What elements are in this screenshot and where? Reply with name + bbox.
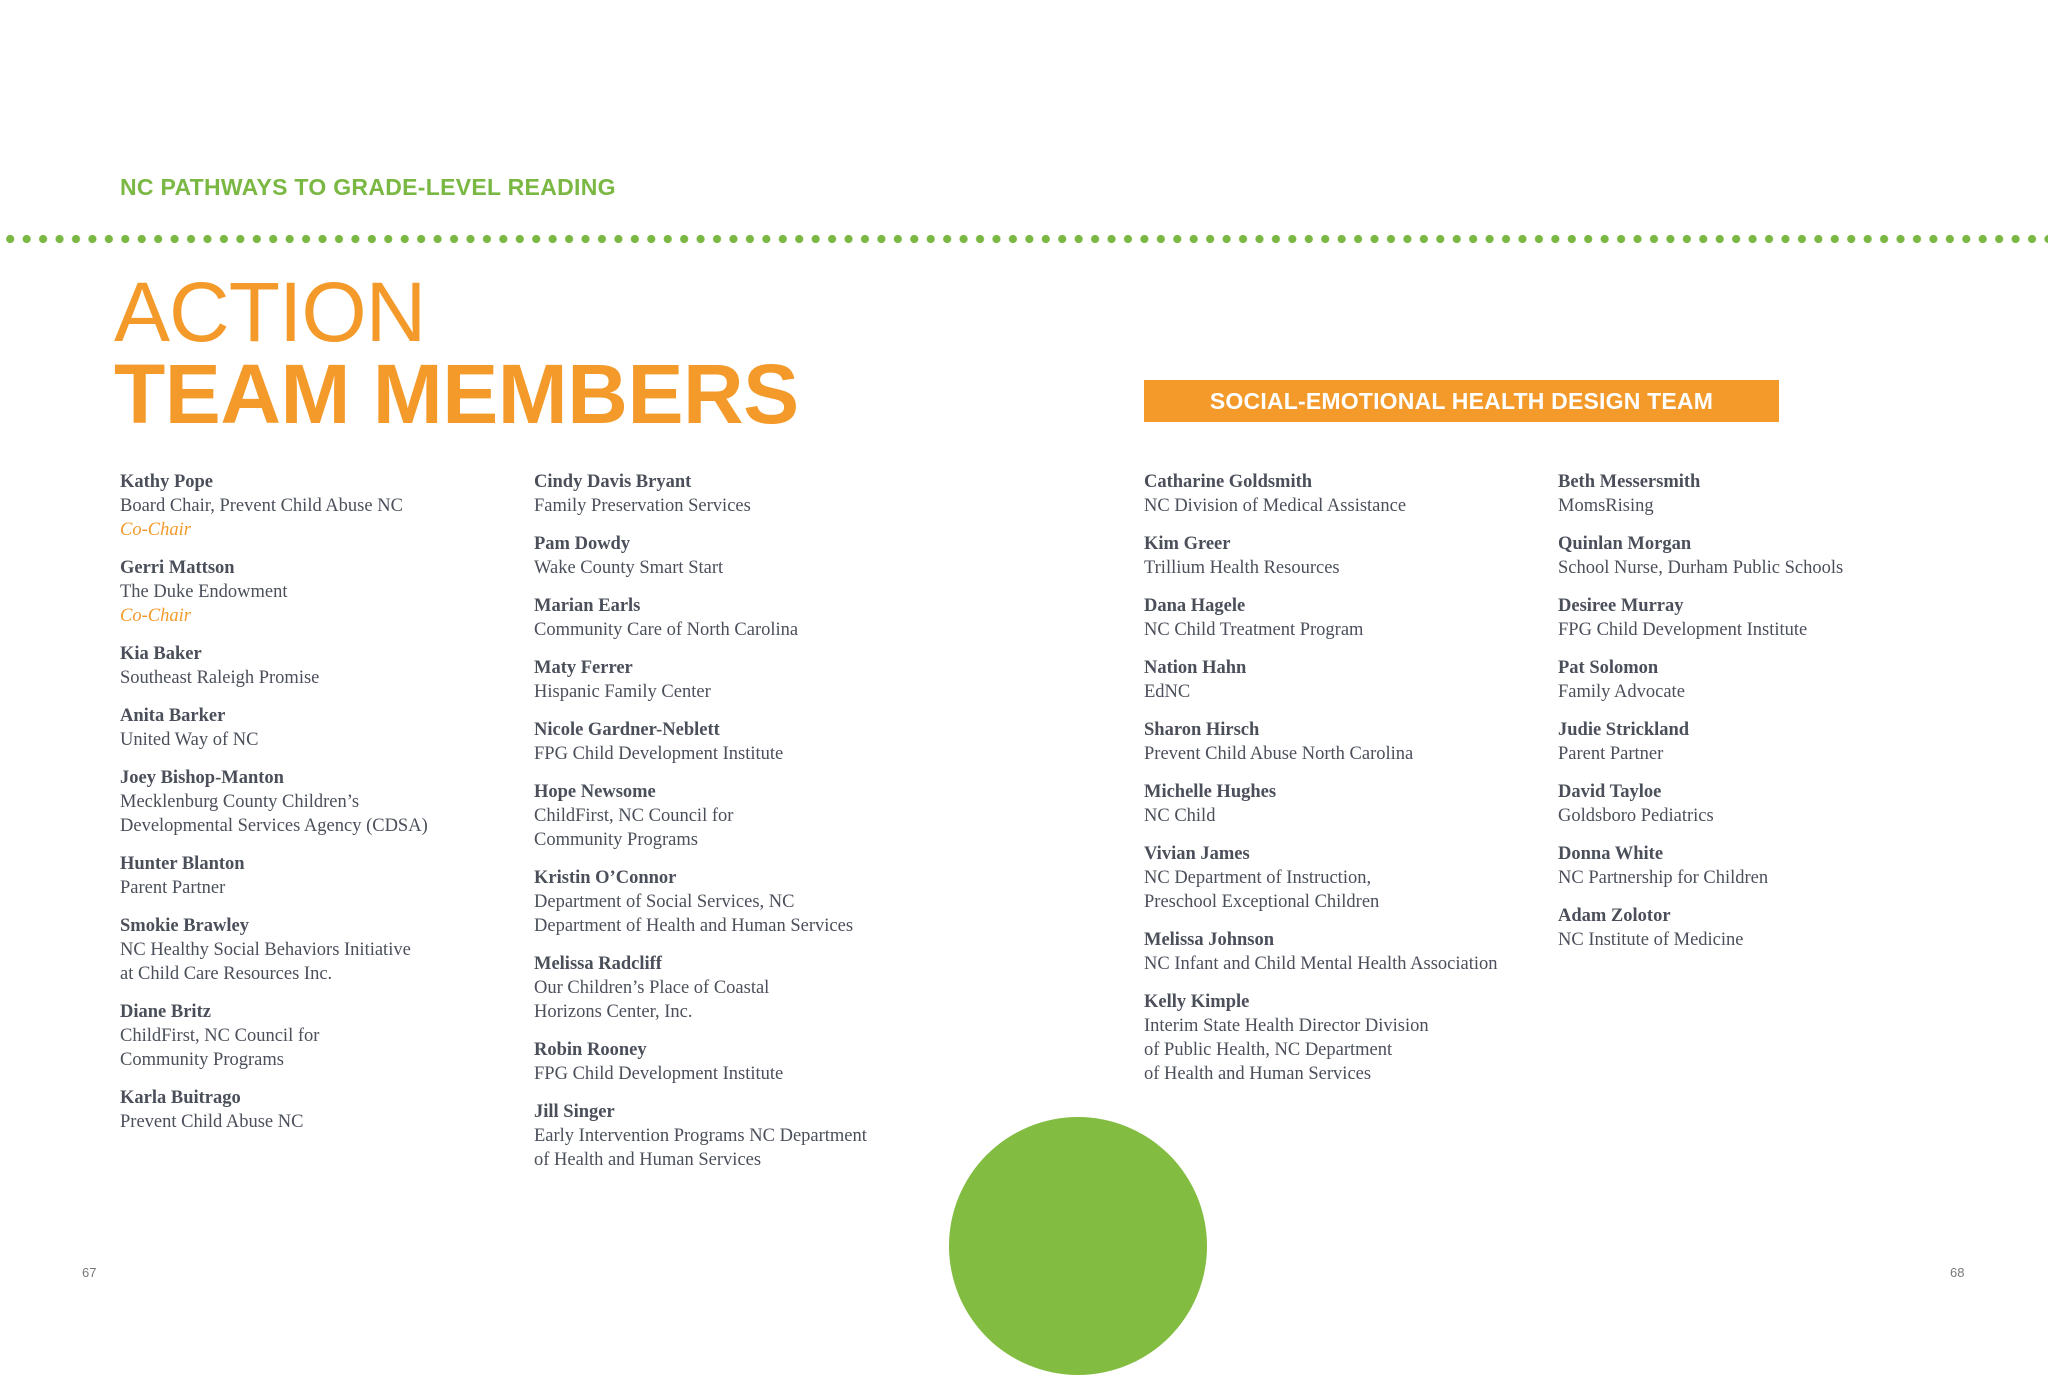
member-entry bbox=[534, 1100, 914, 1172]
member-name: Kim Greer bbox=[1144, 534, 1231, 554]
member-entry bbox=[1144, 594, 1524, 642]
member-affiliation: MomsRising bbox=[1558, 496, 1654, 516]
decorative-green-circle bbox=[949, 1117, 1207, 1375]
member-name: Catharine Goldsmith bbox=[1144, 472, 1313, 492]
member-entry bbox=[1558, 904, 1938, 952]
member-affiliation: at Child Care Resources Inc. bbox=[120, 964, 333, 984]
member-affiliation: Parent Partner bbox=[120, 878, 226, 898]
member-entry bbox=[534, 594, 914, 642]
member-affiliation: United Way of NC bbox=[120, 730, 259, 750]
member-entry bbox=[1144, 780, 1524, 828]
member-name: Dana Hagele bbox=[1144, 596, 1246, 616]
member-affiliation: Community Care of North Carolina bbox=[534, 620, 799, 640]
member-column-4 bbox=[1558, 470, 1938, 966]
member-affiliation: Parent Partner bbox=[1558, 744, 1664, 764]
member-name: Kia Baker bbox=[120, 644, 202, 664]
member-affiliation: Prevent Child Abuse NC bbox=[120, 1112, 304, 1132]
member-affiliation: NC Child Treatment Program bbox=[1144, 620, 1364, 640]
member-name: David Tayloe bbox=[1558, 782, 1662, 802]
member-entry bbox=[1558, 470, 1938, 518]
member-entry bbox=[1558, 594, 1938, 642]
section-eyebrow: NC PATHWAYS TO GRADE-LEVEL READING bbox=[120, 174, 616, 200]
member-affiliation: Department of Health and Human Services bbox=[534, 916, 854, 936]
member-entry bbox=[120, 642, 500, 690]
member-entry bbox=[1144, 990, 1524, 1086]
member-name: Michelle Hughes bbox=[1144, 782, 1277, 802]
member-affiliation: Wake County Smart Start bbox=[534, 558, 724, 578]
member-name: Kelly Kimple bbox=[1144, 992, 1250, 1012]
member-affiliation: The Duke Endowment bbox=[120, 582, 288, 602]
member-affiliation: Prevent Child Abuse North Carolina bbox=[1144, 744, 1414, 764]
member-entry bbox=[1144, 532, 1524, 580]
member-name: Robin Rooney bbox=[534, 1040, 647, 1060]
member-name: Smokie Brawley bbox=[120, 916, 249, 936]
member-entry bbox=[1144, 928, 1524, 976]
member-name: Jill Singer bbox=[534, 1102, 615, 1122]
member-affiliation: Early Intervention Programs NC Department bbox=[534, 1126, 867, 1146]
member-affiliation: FPG Child Development Institute bbox=[534, 1064, 784, 1084]
member-affiliation: ChildFirst, NC Council for bbox=[120, 1026, 320, 1046]
member-name: Adam Zolotor bbox=[1558, 906, 1671, 926]
member-name: Cindy Davis Bryant bbox=[534, 472, 692, 492]
member-affiliation: of Health and Human Services bbox=[534, 1150, 762, 1170]
member-entry bbox=[534, 718, 914, 766]
member-name: Maty Ferrer bbox=[534, 658, 633, 678]
member-entry bbox=[1558, 656, 1938, 704]
member-name: Sharon Hirsch bbox=[1144, 720, 1260, 740]
member-entry bbox=[120, 766, 500, 838]
member-name: Judie Strickland bbox=[1558, 720, 1690, 740]
member-affiliation: NC Division of Medical Assistance bbox=[1144, 496, 1407, 516]
member-name: Nicole Gardner-Neblett bbox=[534, 720, 720, 740]
member-entry bbox=[534, 780, 914, 852]
member-column-2 bbox=[534, 470, 914, 1186]
member-affiliation: NC Healthy Social Behaviors Initiative bbox=[120, 940, 411, 960]
member-name: Joey Bishop-Manton bbox=[120, 768, 284, 788]
member-affiliation: NC Infant and Child Mental Health Association bbox=[1144, 954, 1498, 974]
member-affiliation: FPG Child Development Institute bbox=[534, 744, 784, 764]
member-name: Desiree Murray bbox=[1558, 596, 1684, 616]
member-name: Pam Dowdy bbox=[534, 534, 631, 554]
member-affiliation: of Health and Human Services bbox=[1144, 1064, 1372, 1084]
member-entry bbox=[1558, 532, 1938, 580]
member-name: Anita Barker bbox=[120, 706, 226, 726]
member-name: Kristin O’Connor bbox=[534, 868, 677, 888]
member-entry bbox=[1144, 842, 1524, 914]
member-affiliation: Preschool Exceptional Children bbox=[1144, 892, 1380, 912]
member-affiliation: NC Child bbox=[1144, 806, 1216, 826]
member-entry bbox=[1144, 718, 1524, 766]
member-entry bbox=[1144, 656, 1524, 704]
member-affiliation: ChildFirst, NC Council for bbox=[534, 806, 734, 826]
member-column-3 bbox=[1144, 470, 1524, 1100]
member-entry bbox=[1558, 842, 1938, 890]
member-name: Hope Newsome bbox=[534, 782, 656, 802]
member-affiliation: of Public Health, NC Department bbox=[1144, 1040, 1393, 1060]
member-name: Donna White bbox=[1558, 844, 1664, 864]
member-affiliation: FPG Child Development Institute bbox=[1558, 620, 1808, 640]
member-affiliation: Mecklenburg County Children’s bbox=[120, 792, 360, 812]
member-entry bbox=[534, 470, 914, 518]
member-name: Beth Messersmith bbox=[1558, 472, 1701, 492]
member-entry bbox=[120, 556, 500, 628]
member-affiliation: Trillium Health Resources bbox=[1144, 558, 1340, 578]
member-affiliation: Horizons Center, Inc. bbox=[534, 1002, 693, 1022]
member-affiliation: Community Programs bbox=[120, 1050, 284, 1070]
member-affiliation: Our Children’s Place of Coastal bbox=[534, 978, 770, 998]
member-name: Hunter Blanton bbox=[120, 854, 245, 874]
page-title-line1: ACTION bbox=[114, 265, 426, 359]
member-affiliation: Department of Social Services, NC bbox=[534, 892, 795, 912]
member-column-1 bbox=[120, 470, 500, 1148]
member-entry bbox=[120, 1000, 500, 1072]
member-entry bbox=[1558, 780, 1938, 828]
member-name: Diane Britz bbox=[120, 1002, 211, 1022]
member-entry bbox=[534, 866, 914, 938]
member-name: Quinlan Morgan bbox=[1558, 534, 1692, 554]
member-name: Marian Earls bbox=[534, 596, 641, 616]
member-affiliation: Southeast Raleigh Promise bbox=[120, 668, 320, 688]
member-name: Kathy Pope bbox=[120, 472, 214, 492]
member-name: Melissa Radcliff bbox=[534, 954, 662, 974]
member-name: Pat Solomon bbox=[1558, 658, 1659, 678]
member-entry bbox=[1558, 718, 1938, 766]
page-number-left: 67 bbox=[82, 1265, 97, 1280]
member-affiliation: NC Department of Instruction, bbox=[1144, 868, 1372, 888]
member-entry bbox=[120, 704, 500, 752]
page-title-line2: TEAM MEMBERS bbox=[114, 347, 799, 441]
member-affiliation: Community Programs bbox=[534, 830, 698, 850]
page-number-right: 68 bbox=[1950, 1265, 1965, 1280]
member-entry bbox=[1144, 470, 1524, 518]
member-entry bbox=[534, 656, 914, 704]
member-entry bbox=[120, 852, 500, 900]
member-name: Karla Buitrago bbox=[120, 1088, 241, 1108]
member-affiliation: Family Advocate bbox=[1558, 682, 1685, 702]
member-entry bbox=[534, 1038, 914, 1086]
member-name: Vivian James bbox=[1144, 844, 1250, 864]
member-entry bbox=[534, 952, 914, 1024]
team-banner: SOCIAL-EMOTIONAL HEALTH DESIGN TEAM bbox=[1144, 380, 1779, 422]
member-affiliation: Hispanic Family Center bbox=[534, 682, 711, 702]
member-affiliation: Board Chair, Prevent Child Abuse NC bbox=[120, 496, 403, 516]
member-entry bbox=[534, 532, 914, 580]
member-affiliation: Interim State Health Director Division bbox=[1144, 1016, 1429, 1036]
dotted-divider bbox=[0, 233, 2048, 245]
member-role: Co-Chair bbox=[120, 606, 191, 626]
member-affiliation: Developmental Services Agency (CDSA) bbox=[120, 816, 428, 836]
member-role: Co-Chair bbox=[120, 520, 191, 540]
member-entry bbox=[120, 1086, 500, 1134]
member-name: Melissa Johnson bbox=[1144, 930, 1275, 950]
member-affiliation: Family Preservation Services bbox=[534, 496, 751, 516]
member-entry bbox=[120, 914, 500, 986]
member-name: Gerri Mattson bbox=[120, 558, 235, 578]
member-affiliation: NC Institute of Medicine bbox=[1558, 930, 1744, 950]
member-affiliation: Goldsboro Pediatrics bbox=[1558, 806, 1714, 826]
member-affiliation: NC Partnership for Children bbox=[1558, 868, 1769, 888]
member-name: Nation Hahn bbox=[1144, 658, 1247, 678]
member-entry bbox=[120, 470, 500, 542]
member-affiliation: School Nurse, Durham Public Schools bbox=[1558, 558, 1844, 578]
member-affiliation: EdNC bbox=[1144, 682, 1191, 702]
